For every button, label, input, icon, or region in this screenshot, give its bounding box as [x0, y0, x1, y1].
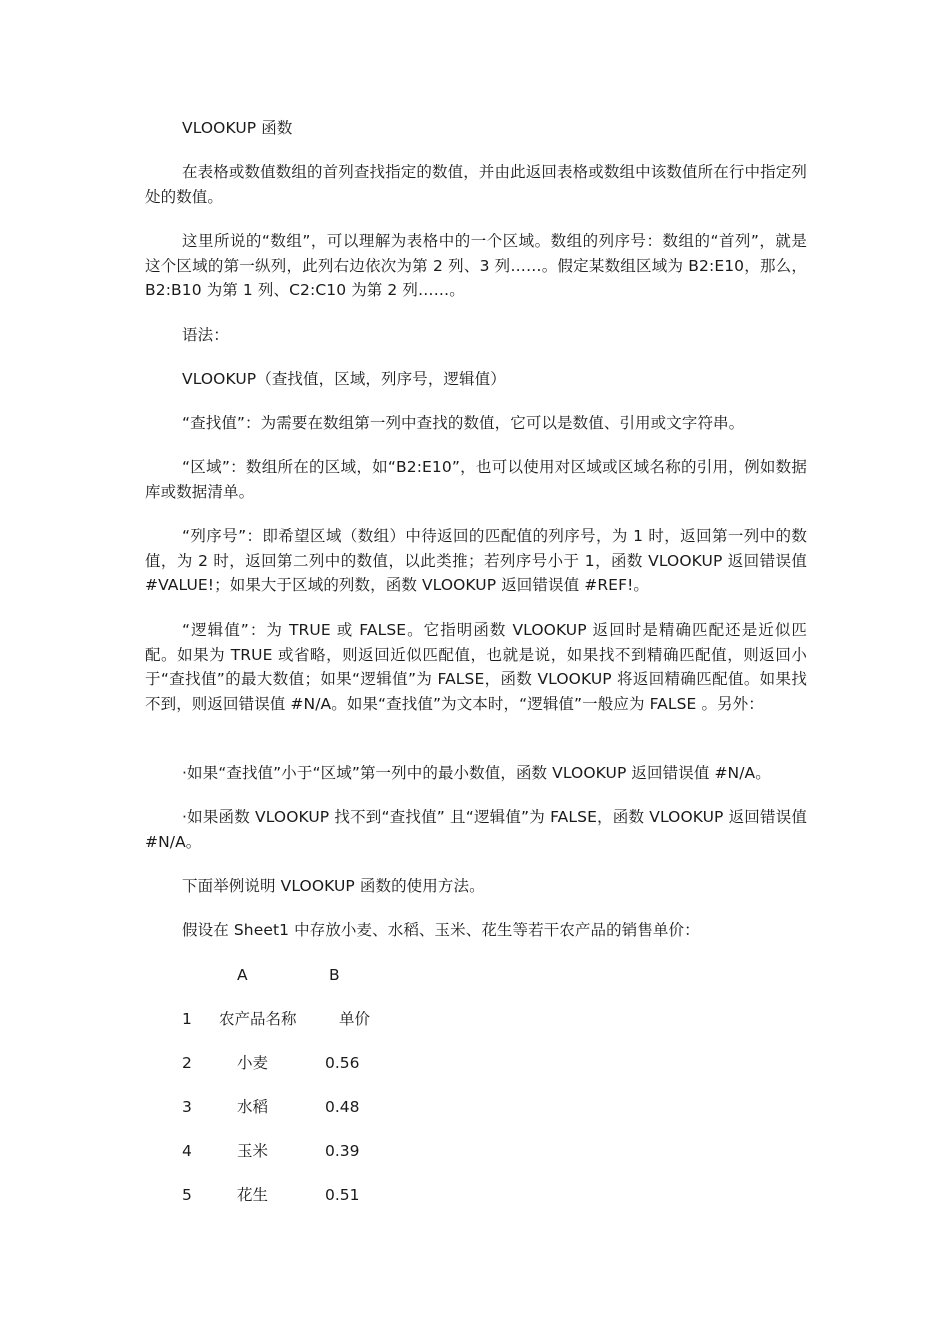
row-number: 1 — [182, 1010, 192, 1028]
paragraph-array-note: 这里所说的“数组”，可以理解为表格中的一个区域。数组的列序号：数组的“首列”，就是这个区域的第一纵列，此列右边依次为第 2 列、3 列……。假定某数组区域为 B2:E10，那么，B2:B10 为第 1 列、C2:C10 为第 2 列……。 — [145, 232, 807, 299]
paragraph-bullet-1: ·如果“查找值”小于“区域”第一列中的最小数值，函数 VLOOKUP 返回错误值 #N/A。 — [182, 764, 771, 782]
paragraph-syntax: VLOOKUP（查找值，区域，列序号，逻辑值） — [182, 370, 506, 388]
row-number: 2 — [182, 1054, 192, 1072]
paragraph-syntax-label: 语法： — [182, 326, 229, 344]
column-header-a: A — [237, 966, 248, 984]
page-title: VLOOKUP 函数 — [182, 119, 293, 137]
paragraph-logical: “逻辑值”：为 TRUE 或 FALSE。它指明函数 VLOOKUP 返回时是精确匹配还是近似匹配。如果为 TRUE 或省略，则返回近似匹配值，也就是说，如果找不到精确匹配值，则返回小于“查找值”的最大数值；如果“逻辑值”为 FALSE，函数 VLOOKUP 将返回精确匹配值。如果找不到，则返回错误值 #N/A。如果“查找值”为文本时，“逻辑值”一般应为 FALSE 。另外： — [145, 621, 807, 713]
paragraph-range: “区域”：数组所在的区域，如“B2:E10”，也可以使用对区域或区域名称的引用，例如数据库或数据清单。 — [145, 458, 807, 501]
paragraph-bullet-2: ·如果函数 VLOOKUP 找不到“查找值” 且“逻辑值”为 FALSE，函数 VLOOKUP 返回错误值 #N/A。 — [145, 808, 807, 851]
row-number: 5 — [182, 1186, 192, 1204]
paragraph-lookup-value: “查找值”：为需要在数组第一列中查找的数值，它可以是数值、引用或文字符串。 — [182, 414, 745, 432]
paragraph-intro: 在表格或数值数组的首列查找指定的数值，并由此返回表格或数组中该数值所在行中指定列处的数值。 — [145, 163, 807, 206]
cell-a1: 农产品名称 — [219, 1010, 297, 1028]
paragraph-example-intro: 下面举例说明 VLOOKUP 函数的使用方法。 — [182, 877, 485, 895]
cell-a3: 水稻 — [237, 1098, 269, 1116]
cell-b1: 单价 — [339, 1010, 371, 1028]
column-header-b: B — [329, 966, 340, 984]
paragraph-col-index: “列序号”：即希望区域（数组）中待返回的匹配值的列序号，为 1 时，返回第一列中的数值，为 2 时，返回第二列中的数值，以此类推；若列序号小于 1，函数 VLOOKUP 返回错误值 #VALUE!；如果大于区域的列数，函数 VLOOKUP 返回错误值 #REF!。 — [145, 527, 807, 594]
paragraph-example-setup: 假设在 Sheet1 中存放小麦、水稻、玉米、花生等若干农产品的销售单价： — [182, 921, 700, 939]
cell-b5: 0.51 — [325, 1186, 360, 1204]
cell-a2: 小麦 — [237, 1054, 269, 1072]
cell-b2: 0.56 — [325, 1054, 360, 1072]
row-number: 3 — [182, 1098, 192, 1116]
cell-b3: 0.48 — [325, 1098, 360, 1116]
cell-b4: 0.39 — [325, 1142, 360, 1160]
row-number: 4 — [182, 1142, 192, 1160]
cell-a4: 玉米 — [237, 1142, 269, 1160]
cell-a5: 花生 — [237, 1186, 269, 1204]
